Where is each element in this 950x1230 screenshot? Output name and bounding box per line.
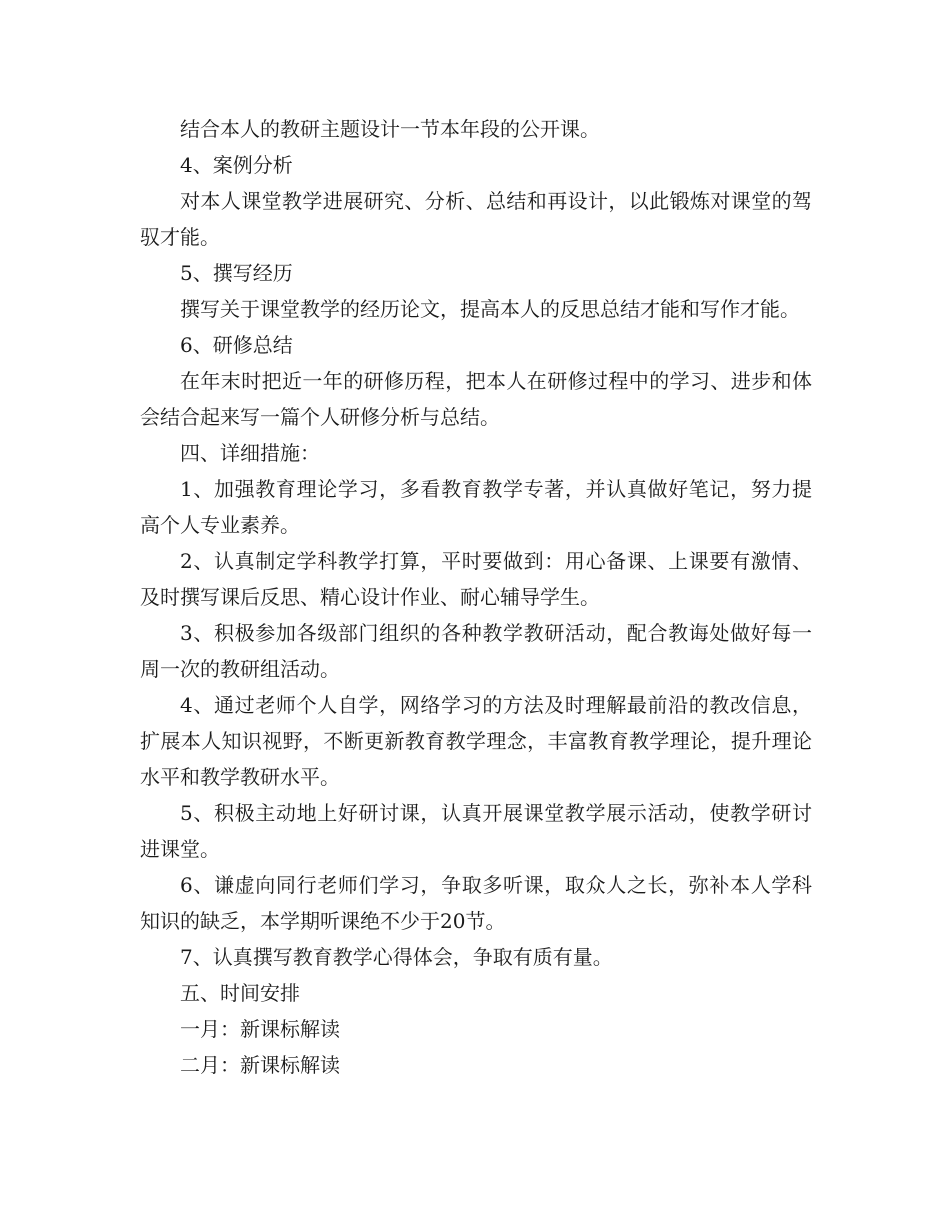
heading-schedule: 五、时间安排 xyxy=(180,981,300,1005)
paragraph-study-summary: 在年末时把近一年的研修历程，把本人在研修过程中的学习、进步和体会结合起来写一篇个人研修分析与总结。 xyxy=(140,369,812,429)
heading-study-summary: 6、研修总结 xyxy=(180,333,293,357)
paragraph-measure-2: 2、认真制定学科教学打算，平时要做到：用心备课、上课要有激情、及时撰写课后反思、精心设计作业、耐心辅导学生。 xyxy=(140,549,812,609)
document-body xyxy=(140,111,812,1083)
paragraph-measure-1: 1、加强教育理论学习，多看教育教学专著，并认真做好笔记，努力提高个人专业素养。 xyxy=(140,477,812,537)
paragraph-measure-6: 6、谦虚向同行老师们学习，争取多听课，取众人之长，弥补本人学科知识的缺乏，本学期听课绝不少于20节。 xyxy=(140,873,812,933)
schedule-february: 二月：新课标解读 xyxy=(180,1053,340,1077)
heading-measures: 四、详细措施： xyxy=(180,441,320,465)
paragraph-measure-7: 7、认真撰写教育教学心得体会，争取有质有量。 xyxy=(180,945,613,969)
schedule-january: 一月：新课标解读 xyxy=(180,1017,340,1041)
paragraph-measure-5: 5、积极主动地上好研讨课，认真开展课堂教学展示活动，使教学研讨进课堂。 xyxy=(140,801,812,861)
paragraph-write-experience: 撰写关于课堂教学的经历论文，提高本人的反思总结才能和写作才能。 xyxy=(180,297,800,321)
heading-write-experience: 5、撰写经历 xyxy=(180,261,293,285)
paragraph-measure-3: 3、积极参加各级部门组织的各种教学教研活动，配合教诲处做好每一周一次的教研组活动。 xyxy=(140,621,812,681)
heading-case-analysis: 4、案例分析 xyxy=(180,153,293,177)
paragraph-measure-4: 4、通过老师个人自学，网络学习的方法及时理解最前沿的教改信息，扩展本人知识视野，不断更新教育教学理念，丰富教育教学理论，提升理论水平和教学教研水平。 xyxy=(140,693,812,789)
paragraph-case-analysis: 对本人课堂教学进展研究、分析、总结和再设计，以此锻炼对课堂的驾驭才能。 xyxy=(140,189,812,249)
paragraph-intro: 结合本人的教研主题设计一节本年段的公开课。 xyxy=(180,117,600,141)
